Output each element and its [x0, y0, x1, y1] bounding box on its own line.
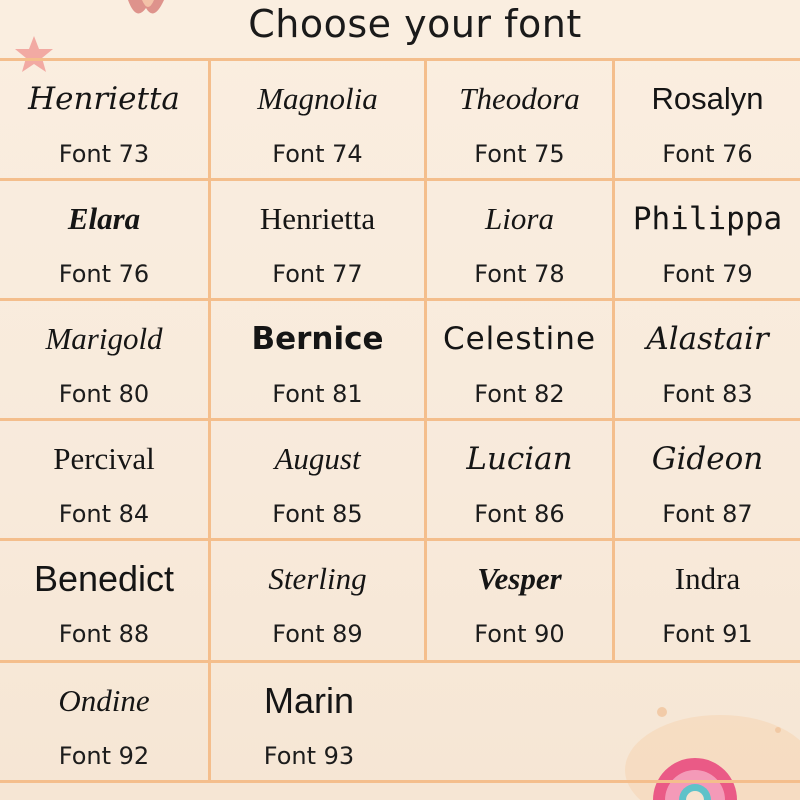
font-number-label: Font 91	[662, 620, 753, 648]
font-option[interactable]	[0, 421, 208, 538]
font-number-label: Font 93	[263, 742, 355, 770]
font-number-label: Font 76	[662, 140, 753, 168]
font-number-label: Font 87	[662, 500, 753, 528]
font-number-label: Font 84	[58, 500, 150, 528]
font-option[interactable]	[211, 61, 424, 178]
font-sample: Magnolia	[257, 81, 378, 116]
font-option[interactable]	[211, 301, 424, 418]
font-option[interactable]	[427, 421, 612, 538]
font-option[interactable]	[615, 61, 800, 178]
font-sample: Ondine	[58, 683, 150, 718]
font-number-label: Font 81	[272, 380, 363, 408]
font-number-label: Font 79	[662, 260, 753, 288]
font-option[interactable]	[615, 301, 800, 418]
font-option[interactable]	[427, 61, 612, 178]
font-number-label: Font 82	[474, 380, 565, 408]
font-number-label: Font 86	[474, 500, 565, 528]
font-sample: Bernice	[251, 321, 384, 357]
font-sample: Theodora	[459, 81, 580, 116]
font-number-label: Font 92	[58, 742, 150, 770]
font-option[interactable]	[211, 421, 424, 538]
font-option[interactable]	[427, 541, 612, 660]
font-number-label: Font 74	[272, 140, 363, 168]
font-sample: Henrietta	[259, 201, 376, 236]
font-option[interactable]	[0, 663, 208, 780]
font-sample: Liora	[485, 201, 554, 236]
font-number-label: Font 73	[58, 140, 150, 168]
font-sample: Marigold	[45, 321, 163, 356]
page-title: Choose your font	[248, 2, 582, 46]
font-option[interactable]	[0, 541, 208, 660]
donut-icon	[640, 752, 750, 800]
font-option[interactable]	[427, 181, 612, 298]
font-number-label: Font 85	[272, 500, 363, 528]
font-sample: August	[274, 441, 361, 476]
font-number-label: Font 90	[474, 620, 565, 648]
font-sample: Elara	[67, 201, 141, 236]
grid-line	[0, 780, 800, 783]
font-sample: Gideon	[651, 441, 764, 477]
font-sample: Benedict	[33, 558, 175, 599]
font-option[interactable]	[0, 181, 208, 298]
font-number-label: Font 89	[272, 620, 363, 648]
font-sample: Celestine	[442, 321, 597, 357]
font-number-label: Font 88	[58, 620, 150, 648]
font-option[interactable]	[615, 421, 800, 538]
font-number-label: Font 75	[474, 140, 565, 168]
font-sample: Percival	[53, 441, 155, 476]
font-sample: Marin	[263, 680, 355, 721]
font-sample: Indra	[674, 561, 741, 596]
font-sample: Vesper	[477, 561, 562, 596]
font-option[interactable]	[211, 541, 424, 660]
font-option[interactable]	[615, 541, 800, 660]
font-option[interactable]	[0, 61, 208, 178]
font-sample: Philippa	[632, 201, 783, 237]
font-sample: Alastair	[646, 321, 769, 357]
font-sample: Sterling	[268, 561, 367, 596]
font-option[interactable]	[211, 663, 407, 780]
font-number-label: Font 76	[58, 260, 150, 288]
font-option[interactable]	[615, 181, 800, 298]
font-number-label: Font 78	[474, 260, 565, 288]
font-option[interactable]	[211, 181, 424, 298]
font-option[interactable]	[427, 301, 612, 418]
font-number-label: Font 83	[662, 380, 753, 408]
font-sample: Lucian	[466, 441, 573, 477]
font-number-label: Font 80	[58, 380, 150, 408]
font-option[interactable]	[0, 301, 208, 418]
font-number-label: Font 77	[272, 260, 363, 288]
font-sample: Henrietta	[28, 81, 180, 117]
font-sample: Rosalyn	[651, 81, 764, 116]
